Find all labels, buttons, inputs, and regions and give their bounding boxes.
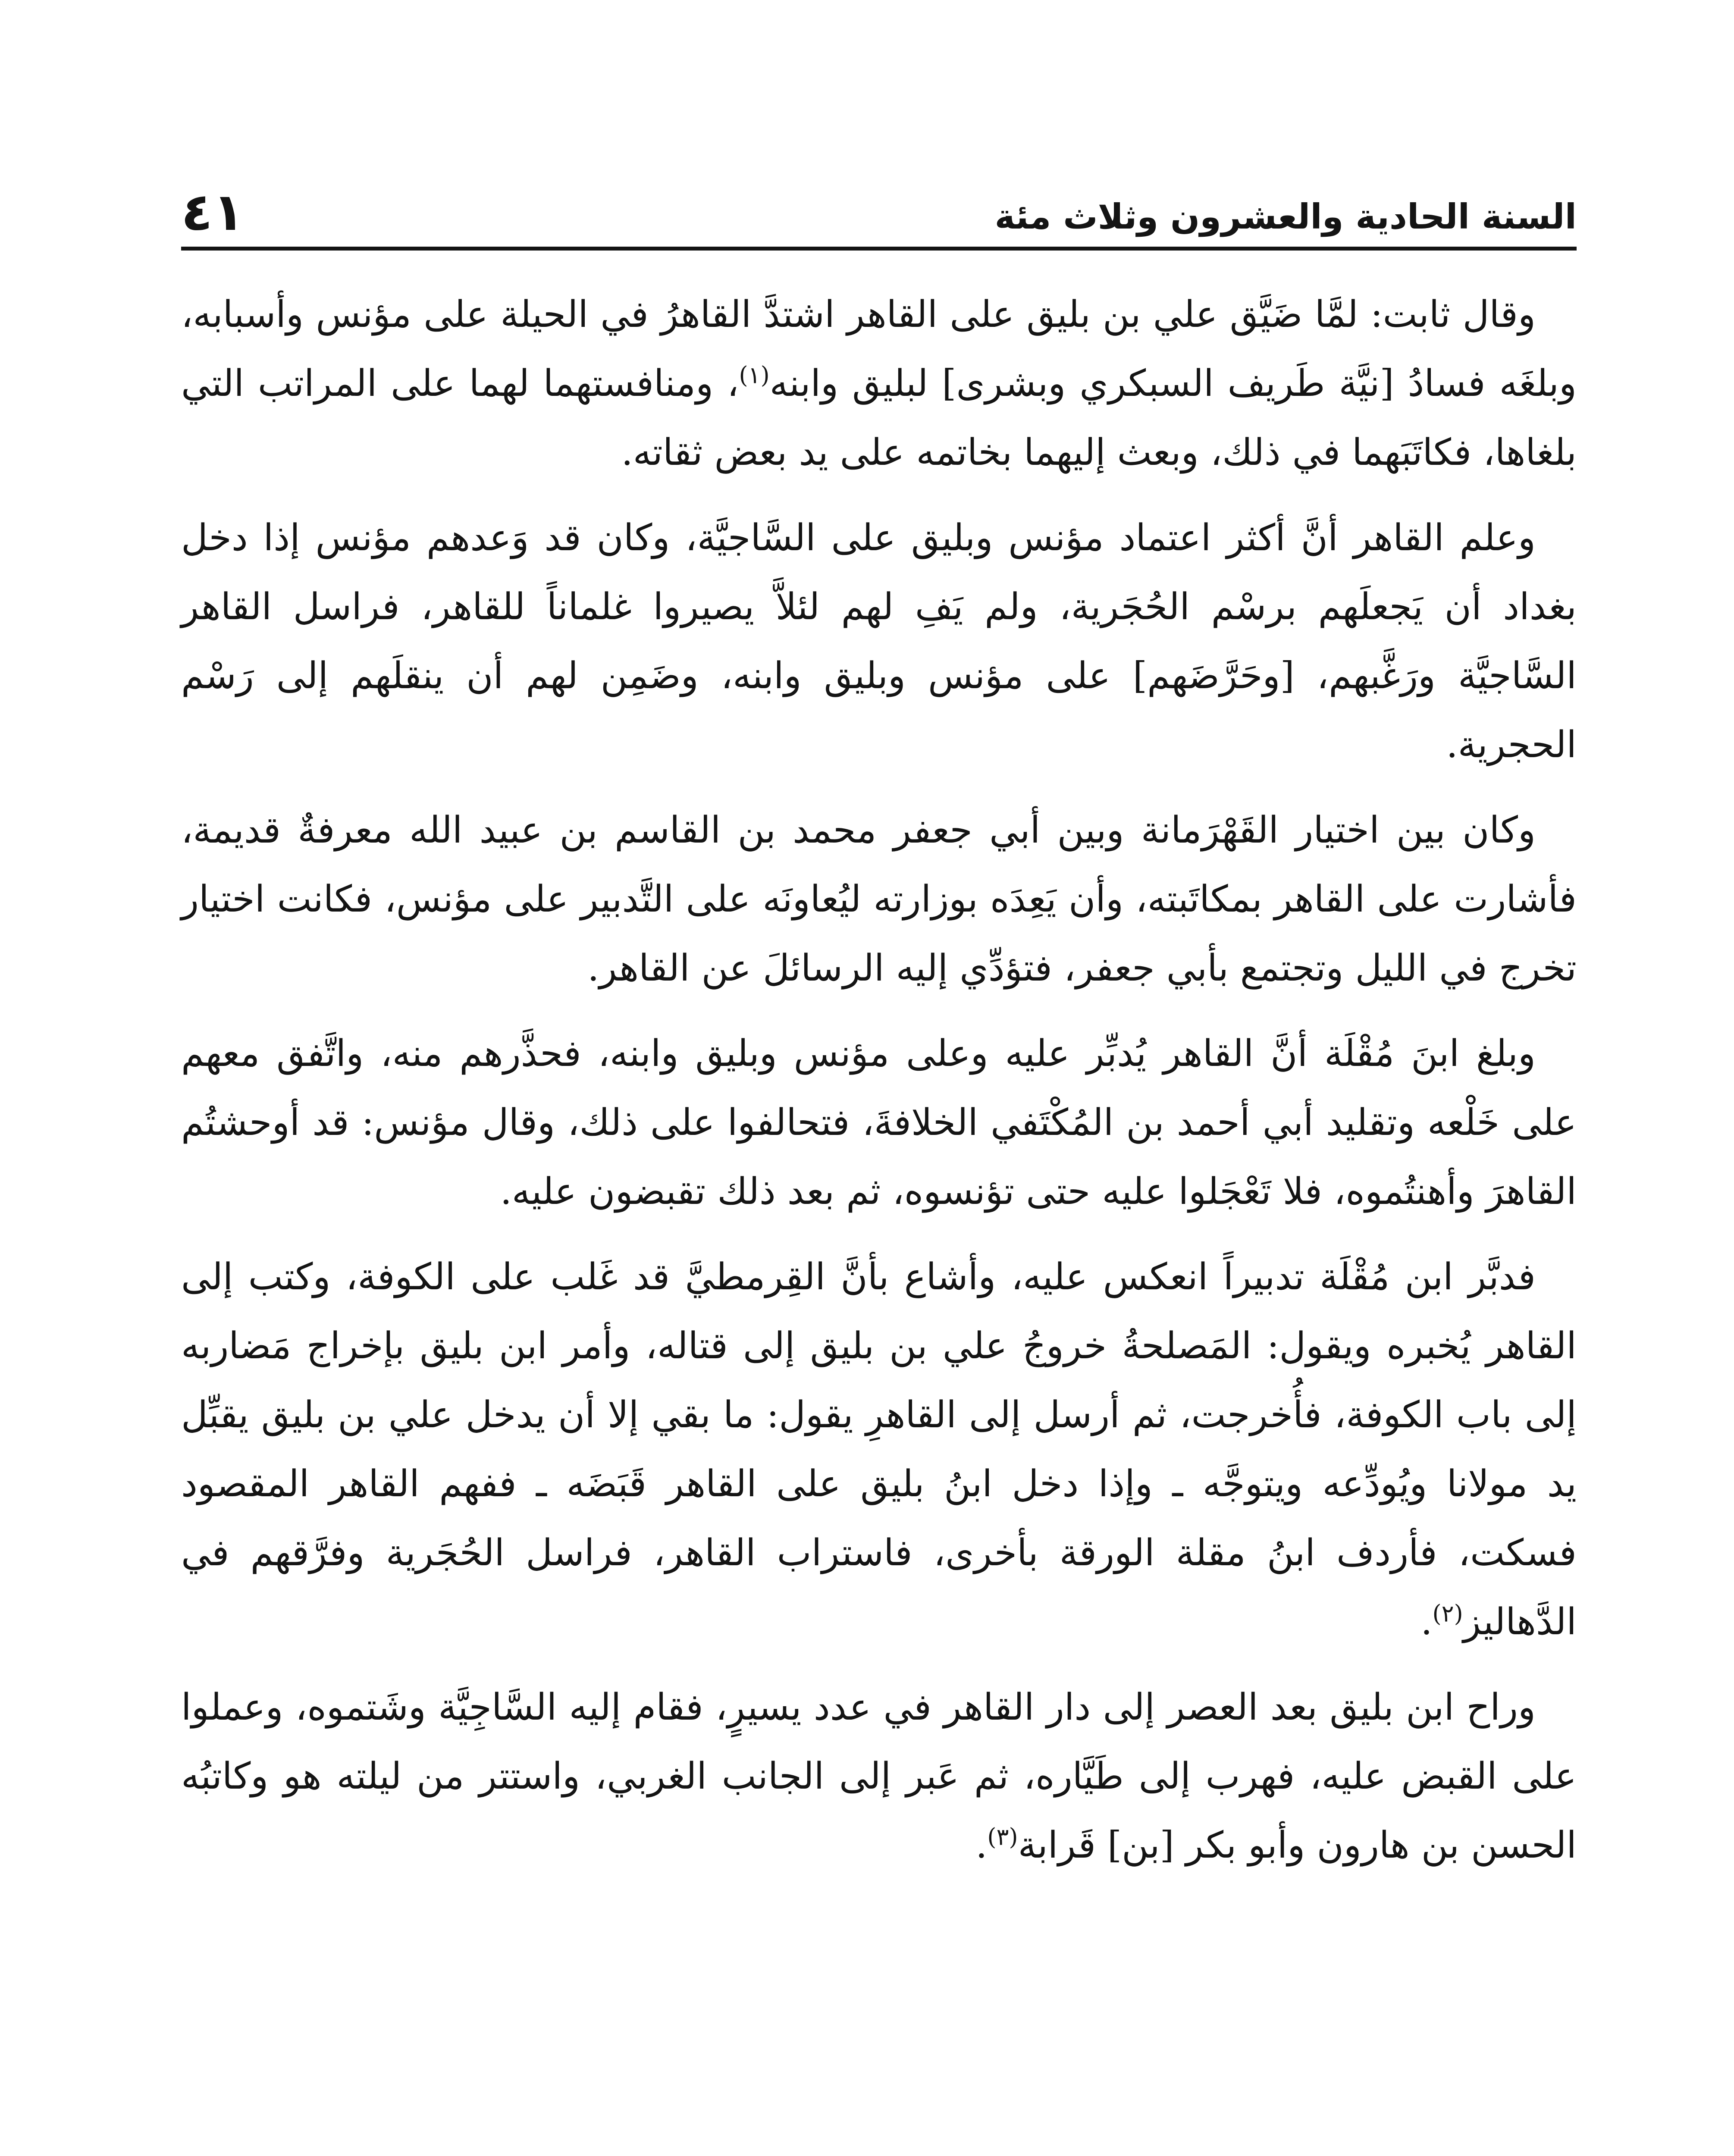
paragraph — [181, 504, 1577, 780]
footnote-reference: (٢) — [1432, 1600, 1463, 1627]
footnote-reference: (٣) — [987, 1823, 1018, 1851]
paragraph-text: وكان بين اختيار القَهْرَمانة وبين أبي جعفر محمد بن القاسم بن عبيد الله معرفةٌ قديمة، فأشارت على القاهر بمكاتَبته، وأن يَعِدَه بوزارته ليُعاونَه على التَّدبير على مؤنس، فكانت اختيار تخرج في الليل وتجتمع بأبي جعفر، فتؤدِّي إليه الرسائلَ عن القاهر. — [181, 809, 1577, 990]
paragraph — [181, 796, 1577, 1003]
page-number: ٤١ — [181, 182, 245, 242]
paragraph-text: فدبَّر ابن مُقْلَة تدبيراً انعكس عليه، وأشاع بأنَّ القِرمطيَّ قد غَلب على الكوفة، وكتب إلى القاهر يُخبره ويقول: المَصلحةُ خروجُ علي بن بليق إلى قتاله، وأمر ابن بليق بإخراج مَضاربه إلى باب الكوفة، فأُخرجت، ثم أرسل إلى القاهرِ يقول: ما بقي إلا أن يدخل علي بن بليق يقبِّل يد مولانا ويُودِّعه ويتوجَّه ـ وإذا دخل ابنُ بليق على القاهر قَبَضَه ـ ففهم القاهر المقصود فسكت، فأردف ابنُ مقلة الورقة بأخرى، فاستراب القاهر، فراسل الحُجَرية وفرَّقهم في الدَّهاليز — [181, 1256, 1577, 1643]
paragraph — [181, 1243, 1577, 1657]
footnote-reference: (١) — [739, 361, 770, 389]
paragraph-text: . — [975, 1824, 988, 1867]
header-rule — [181, 247, 1577, 251]
paragraph — [181, 1673, 1577, 1880]
running-title: السنة الحادية والعشرون وثلاث مئة — [994, 197, 1577, 237]
page-header — [181, 170, 1577, 244]
paragraph-text: وراح ابن بليق بعد العصر إلى دار القاهر في عدد يسيرٍ، فقام إليه السَّاجِيَّة وشَتموه، وعملوا على القبض عليه، فهرب إلى طَيَّاره، ثم عَبر إلى الجانب الغربي، واستتر من ليلته هو وكاتبُه الحسن بن هارون وأبو بكر [بن] قَرابة — [181, 1686, 1577, 1867]
paragraph-text: وقال ثابت: لمَّا ضَيَّق علي بن بليق على القاهر اشتدَّ القاهرُ في الحيلة على مؤنس وأسبابه، وبلغَه فسادُ [نيَّة طَريف السبكري وبشرى] لبليق وابنه — [181, 293, 1577, 405]
paragraph-text: . — [1420, 1601, 1433, 1643]
paragraph-text: ، ومنافستهما لهما على المراتب التي بلغاها، فكاتَبَهما في ذلك، وبعث إليهما بخاتمه على يد بعض ثقاته. — [181, 362, 1577, 474]
paragraph — [181, 280, 1577, 487]
paragraph-text: وعلم القاهر أنَّ أكثر اعتماد مؤنس وبليق على السَّاجيَّة، وكان قد وَعدهم مؤنس إذا دخل بغداد أن يَجعلَهم برسْم الحُجَرية، ولم يَفِ لهم لئلاَّ يصيروا غلماناً للقاهر، فراسل القاهر السَّاجيَّة ورَغَّبهم، [وحَرَّضَهم] على مؤنس وبليق وابنه، وضَمِن لهم أن ينقلَهم إلى رَسْم الحجرية. — [181, 517, 1577, 766]
paragraph-text: وبلغ ابنَ مُقْلَة أنَّ القاهر يُدبِّر عليه وعلى مؤنس وبليق وابنه، فحذَّرهم منه، واتَّفق معهم على خَلْعه وتقليد أبي أحمد بن المُكْتَفي الخلافةَ، فتحالفوا على ذلك، وقال مؤنس: قد أوحشتُم القاهرَ وأهنتُموه، فلا تَعْجَلوا عليه حتى تؤنسوه، ثم بعد ذلك تقبضون عليه. — [181, 1032, 1577, 1213]
main-text — [181, 280, 1577, 1880]
paragraph — [181, 1019, 1577, 1226]
